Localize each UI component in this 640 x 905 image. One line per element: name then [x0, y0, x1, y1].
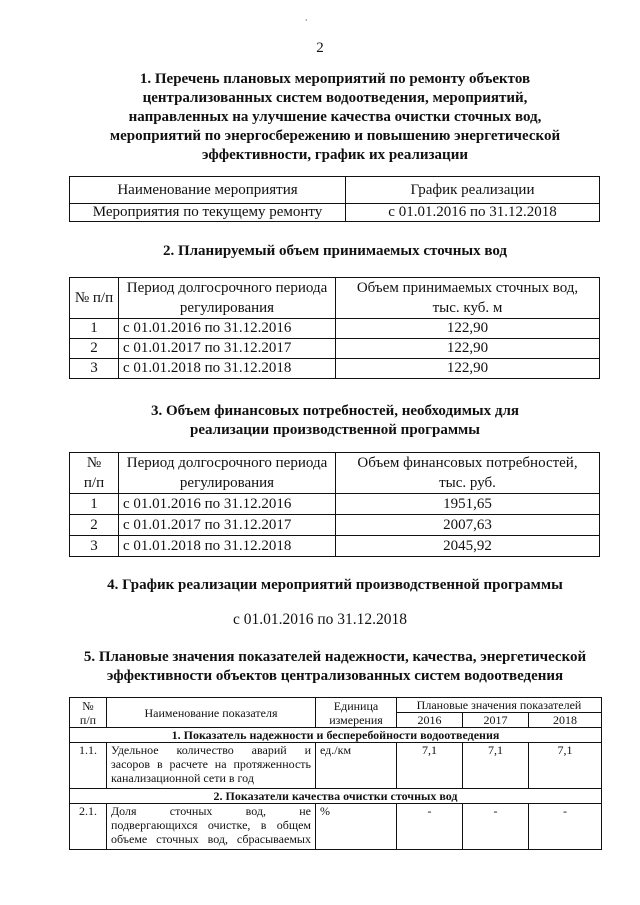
table-header-cell: [70, 453, 119, 494]
table-cell: 122,90: [336, 319, 600, 339]
header-line: Период долгосрочного периода: [126, 280, 328, 296]
table-cell: 1951,65: [336, 494, 600, 515]
table-header-cell: [336, 453, 600, 494]
table-cell: 3: [70, 536, 119, 557]
page-number: 2: [316, 40, 324, 56]
table-group-row: 2. Показатели качества очистки сточных вод: [70, 789, 602, 804]
table-cell: [107, 804, 316, 850]
header-line: №: [82, 698, 94, 713]
table-row: [70, 359, 600, 379]
section3-title-line: реализации производственной программы: [190, 422, 480, 438]
section4-period: с 01.01.2016 по 31.12.2018: [232, 611, 408, 628]
table-header-cell: Наименование показателя: [107, 698, 316, 728]
cell-line: канализационной сети в год: [111, 771, 254, 785]
year-header-cell: 2017: [463, 713, 529, 728]
table-cell: с 01.01.2018 по 31.12.2018: [119, 359, 336, 379]
cell-line: подвергающихся очистке, в общем: [111, 818, 311, 832]
header-line: регулирования: [179, 475, 275, 491]
section2-title: 2. Планируемый объем принимаемых сточных вод: [162, 243, 508, 259]
table-header-cell: [70, 698, 107, 728]
table-cell: с 01.01.2017 по 31.12.2017: [119, 339, 336, 359]
section5-title-line: эффективности объектов централизованных систем водоотведения: [106, 668, 564, 684]
section1-title-line: эффективности, график их реализации: [202, 147, 468, 163]
section1-title-line: централизованных систем водоотведения, мероприятий,: [142, 90, 528, 106]
header-line: №: [86, 455, 102, 471]
table-row: [70, 319, 600, 339]
header-line: Единица: [333, 698, 379, 713]
cell-line: объеме сточных вод, сбрасываемых: [111, 832, 311, 846]
table-row: [70, 804, 602, 850]
table-cell: с 01.01.2017 по 31.12.2017: [119, 515, 336, 536]
table-cell: Мероприятия по текущему ремонту: [70, 204, 346, 222]
table-cell: с 01.01.2018 по 31.12.2018: [119, 536, 336, 557]
table-cell: 2007,63: [336, 515, 600, 536]
header-line: Объем финансовых потребностей,: [357, 455, 578, 471]
section3-title: [40, 402, 630, 440]
header-line: тыс. руб.: [439, 475, 496, 491]
section1-title-line: 1. Перечень плановых мероприятий по ремонту объектов: [139, 71, 531, 87]
section3-table: [69, 452, 600, 557]
table-cell: с 01.01.2016 по 31.12.2018: [346, 204, 600, 222]
section4-title: 4. График реализации мероприятий производственной программы: [107, 577, 563, 593]
table-row: [70, 743, 602, 789]
section1-title: [40, 70, 630, 165]
table-header-cell: [119, 453, 336, 494]
table-cell: 122,90: [336, 359, 600, 379]
section5-title-line: 5. Плановые значения показателей надежности, качества, энергетической: [83, 649, 587, 665]
table-cell: 2.1.: [70, 804, 107, 850]
table-cell: ед./км: [316, 743, 397, 789]
table-cell: 1.1.: [70, 743, 107, 789]
table-cell: 7,1: [463, 743, 529, 789]
table-cell: 2: [70, 339, 119, 359]
table-cell: 7,1: [529, 743, 602, 789]
table-cell: 122,90: [336, 339, 600, 359]
table-header-cell: [119, 278, 336, 319]
table-cell: -: [529, 804, 602, 850]
cell-line: Доля сточных вод, не: [111, 804, 311, 818]
table-header-cell: [316, 698, 397, 728]
table-header-cell: № п/п: [70, 278, 119, 319]
year-header-cell: 2016: [397, 713, 463, 728]
table-row: [70, 515, 600, 536]
table-header-cell: Плановые значения показателей: [397, 698, 602, 713]
table-cell: %: [316, 804, 397, 850]
table-row: [70, 536, 600, 557]
scan-speck: ⸳: [305, 14, 308, 24]
table-cell: с 01.01.2016 по 31.12.2016: [119, 319, 336, 339]
header-line: Объем принимаемых сточных вод,: [356, 280, 579, 296]
table-cell: 1: [70, 494, 119, 515]
table-header-cell: Наименование мероприятия: [70, 177, 346, 204]
table-row: [70, 339, 600, 359]
table-cell: с 01.01.2016 по 31.12.2016: [119, 494, 336, 515]
table-row: [70, 494, 600, 515]
section3-title-line: 3. Объем финансовых потребностей, необходимых для: [150, 403, 520, 419]
year-header-cell: 2018: [529, 713, 602, 728]
table-cell: 3: [70, 359, 119, 379]
header-line: измерения: [329, 712, 383, 727]
section1-title-line: мероприятий по энергосбережению и повышению энергетической: [109, 128, 561, 144]
table-header-cell: [336, 278, 600, 319]
cell-line: засоров в расчете на протяженность: [111, 757, 311, 771]
table-header-cell: График реализации: [346, 177, 600, 204]
table-cell: -: [463, 804, 529, 850]
table-cell: 7,1: [397, 743, 463, 789]
table-cell: 2045,92: [336, 536, 600, 557]
section5-title: [40, 648, 630, 686]
table-group-row: 1. Показатель надежности и бесперебойности водоотведения: [70, 728, 602, 743]
cell-line: Удельное количество аварий и: [111, 743, 311, 757]
table-cell: -: [397, 804, 463, 850]
header-line: Период долгосрочного периода: [126, 455, 328, 471]
header-line: регулирования: [179, 300, 275, 316]
table-cell: 2: [70, 515, 119, 536]
section1-table: [69, 176, 600, 222]
header-line: п/п: [79, 712, 97, 727]
table-cell: [107, 743, 316, 789]
section5-table: [69, 697, 602, 850]
header-line: п/п: [83, 475, 105, 491]
table-cell: 1: [70, 319, 119, 339]
section2-table: [69, 277, 600, 379]
header-line: тыс. куб. м: [432, 300, 503, 316]
section1-title-line: направленных на улучшение качества очистки сточных вод,: [128, 109, 542, 125]
